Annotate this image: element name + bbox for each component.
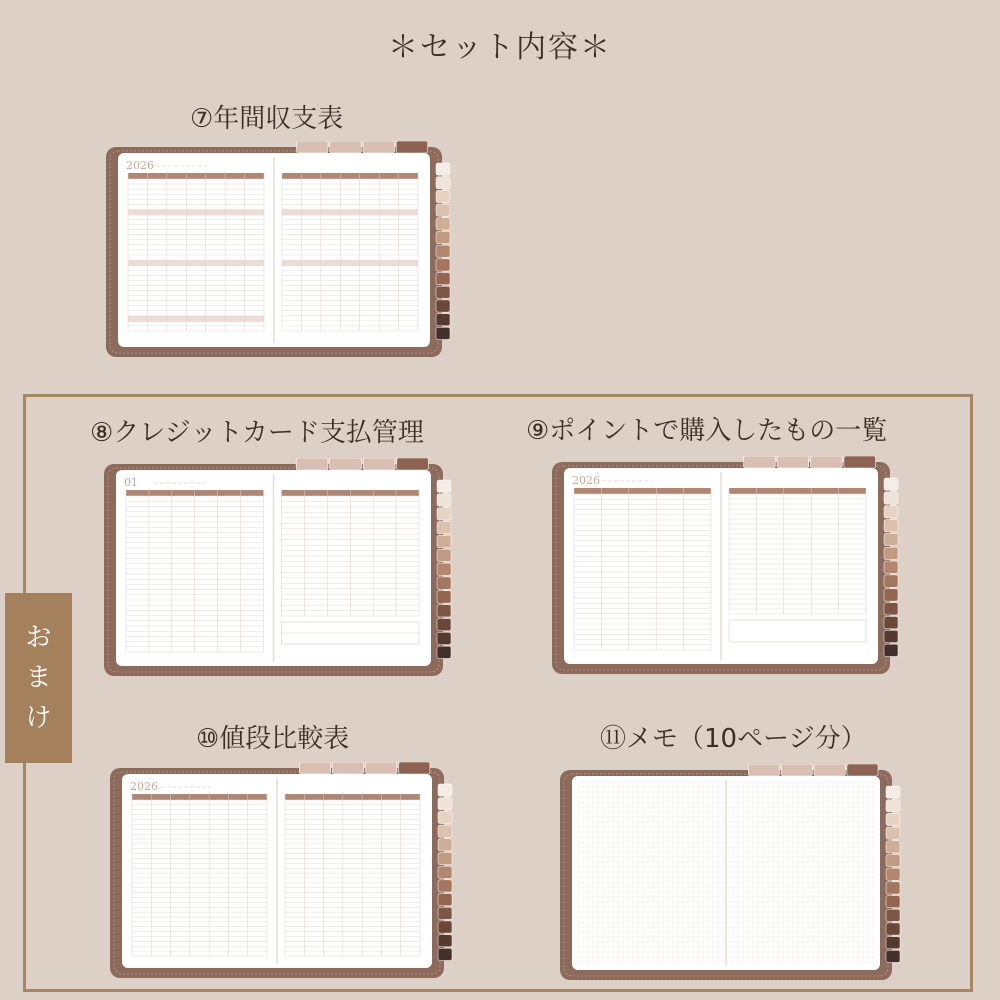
side-tab <box>436 273 450 285</box>
planner-memo <box>558 764 904 982</box>
planner-heading: 2026 <box>130 780 158 793</box>
top-tab <box>299 762 330 774</box>
side-tab <box>886 868 900 880</box>
side-tab <box>884 547 898 559</box>
side-tab <box>886 841 900 853</box>
top-tab <box>363 458 395 470</box>
top-tab <box>330 141 362 153</box>
side-tab <box>438 784 452 796</box>
table-header <box>285 794 420 800</box>
top-tab <box>781 764 812 776</box>
side-tab <box>436 231 450 243</box>
planner-annual-balance <box>104 141 454 359</box>
page-title: ＊セット内容＊ <box>388 30 612 65</box>
side-tab <box>886 937 900 949</box>
side-tab <box>884 616 898 628</box>
side-tab <box>436 163 450 175</box>
side-tab <box>886 854 900 866</box>
bonus-char-2: ま <box>25 663 52 693</box>
bonus-char-3: け <box>25 703 52 733</box>
side-tab <box>886 950 900 962</box>
side-tab <box>438 880 452 892</box>
side-tab <box>886 896 900 908</box>
label-annual-balance: ⑦年間収支表 <box>190 104 344 134</box>
side-tab <box>437 646 451 658</box>
bonus-badge <box>5 593 72 763</box>
top-tab <box>396 141 428 153</box>
side-tab <box>437 632 451 644</box>
side-tab <box>437 494 451 506</box>
top-tab <box>332 762 363 774</box>
side-tab <box>436 218 450 230</box>
side-tab <box>886 827 900 839</box>
side-tab <box>438 935 452 947</box>
top-tab <box>810 456 842 468</box>
side-tab <box>437 577 451 589</box>
side-tab <box>437 508 451 520</box>
side-tab <box>886 909 900 921</box>
top-tab <box>296 458 328 470</box>
side-tab <box>436 190 450 202</box>
top-tab <box>847 764 878 776</box>
top-tab <box>366 762 397 774</box>
side-tab <box>438 825 452 837</box>
planner-price-comparison <box>108 762 456 980</box>
top-tab <box>748 764 779 776</box>
side-tab <box>438 894 452 906</box>
table-header <box>128 173 264 179</box>
side-tab <box>886 800 900 812</box>
table-header <box>282 173 418 179</box>
planner-credit-card <box>102 458 455 678</box>
side-tab <box>886 786 900 798</box>
side-tab <box>437 535 451 547</box>
side-tab <box>884 506 898 518</box>
side-tab <box>886 923 900 935</box>
side-tab <box>438 811 452 823</box>
bonus-char-1: お <box>25 623 52 653</box>
label-memo: ⑪メモ（10ページ分） <box>600 724 867 754</box>
side-tab <box>884 492 898 504</box>
label-credit-card: ⑧クレジットカード支払管理 <box>90 418 424 448</box>
side-tab <box>886 882 900 894</box>
label-price-comparison: ⑩値段比較表 <box>196 724 350 754</box>
side-tab <box>884 589 898 601</box>
top-tab <box>363 141 395 153</box>
side-tab <box>438 948 452 960</box>
side-tab <box>438 839 452 851</box>
side-tab <box>436 314 450 326</box>
side-tab <box>438 907 452 919</box>
planner-points-purchases <box>550 456 902 676</box>
side-tab <box>884 520 898 532</box>
label-points-purchases: ⑨ポイントで購入したもの一覧 <box>526 416 888 446</box>
side-tab <box>886 813 900 825</box>
table-header <box>574 488 711 494</box>
top-tab <box>330 458 362 470</box>
top-tab <box>844 456 876 468</box>
side-tab <box>437 549 451 561</box>
side-tab <box>436 259 450 271</box>
side-tab <box>438 921 452 933</box>
side-tab <box>437 618 451 630</box>
side-tab <box>884 575 898 587</box>
side-tab <box>437 480 451 492</box>
side-tab <box>437 605 451 617</box>
table-header <box>132 794 267 800</box>
side-tab <box>437 563 451 575</box>
top-tab <box>777 456 809 468</box>
side-tab <box>884 630 898 642</box>
side-tab <box>436 245 450 257</box>
side-tab <box>436 300 450 312</box>
top-tab <box>744 456 776 468</box>
side-tab <box>438 852 452 864</box>
top-tab <box>814 764 845 776</box>
top-tab <box>397 458 429 470</box>
side-tab <box>438 866 452 878</box>
side-tab <box>436 204 450 216</box>
top-tab <box>399 762 430 774</box>
side-tab <box>438 798 452 810</box>
table-header <box>729 488 866 494</box>
side-tab <box>884 644 898 656</box>
side-tab <box>884 603 898 615</box>
planner-heading: 01 <box>124 476 138 489</box>
side-tab <box>884 478 898 490</box>
side-tab <box>436 327 450 339</box>
side-tab <box>436 177 450 189</box>
planner-heading: 2026 <box>126 159 154 172</box>
side-tab <box>884 533 898 545</box>
planner-heading: 2026 <box>572 474 600 487</box>
side-tab <box>436 286 450 298</box>
side-tab <box>437 591 451 603</box>
side-tab <box>437 522 451 534</box>
side-tab <box>884 561 898 573</box>
top-tab <box>297 141 329 153</box>
